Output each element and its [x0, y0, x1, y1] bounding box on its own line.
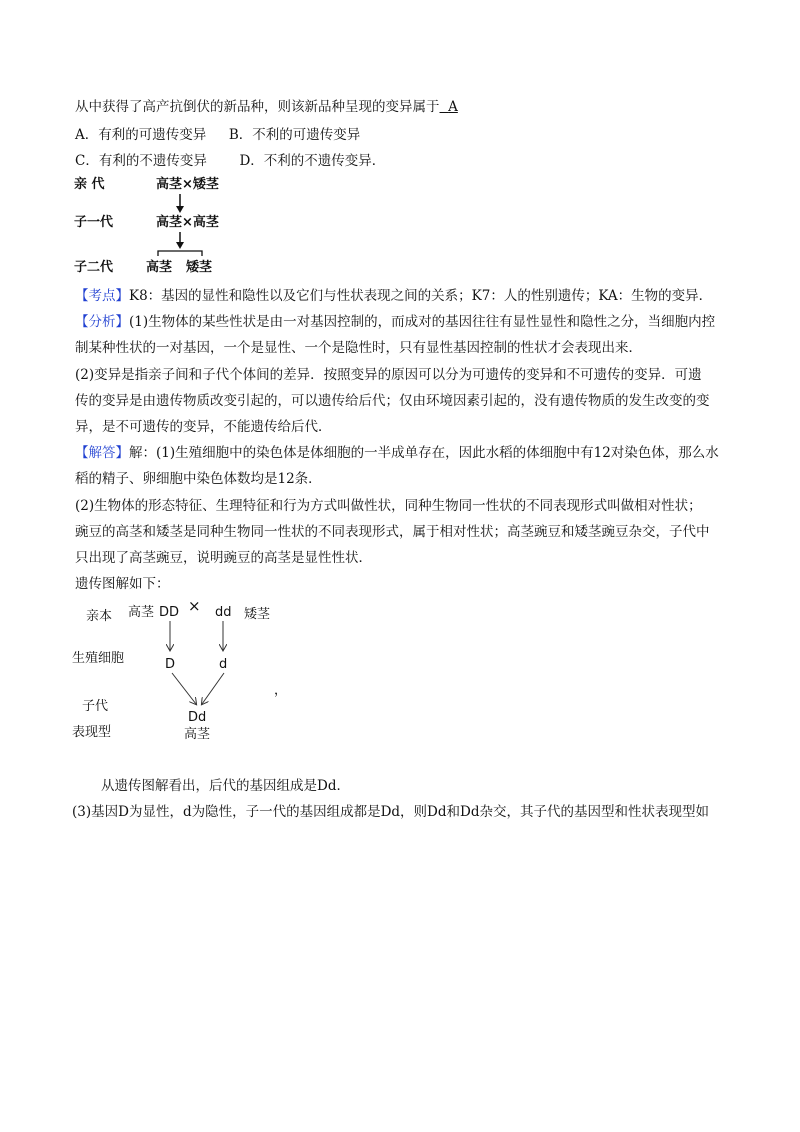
- label-gamete: 生殖细胞: [72, 651, 125, 666]
- d1-row3-label: 子二代: [74, 260, 114, 275]
- question-stem: 从中获得了高产抗倒伏的新品种，则该新品种呈现的变异属于: [75, 99, 440, 115]
- d1-row1-label: 亲 代: [74, 177, 105, 192]
- jieda-line-8: (3)基因D为显性，d为隐性，子一代的基因组成都是Dd，则Dd和Dd杂交，其子代的基因型和性状表现型如: [72, 804, 709, 820]
- option-a: A．有利的可遗传变异: [75, 127, 207, 143]
- options-row-2: [75, 152, 385, 170]
- fenxi-line-1: [75, 313, 715, 331]
- jieda-line-5: 只出现了高茎豌豆，说明豌豆的高茎是显性性状．: [75, 550, 372, 566]
- d1-row3-left: 高茎: [146, 260, 173, 275]
- side-mark: ，: [274, 683, 288, 698]
- answer-blank: [440, 99, 458, 115]
- d1-row2-cross: 高茎×高茎: [156, 215, 219, 230]
- arrow-D-to-Dd: [172, 673, 196, 704]
- fenxi-line-2: 制某种性状的一对基因，一个是显性、一个是隐性时，只有显性基因控制的性状才会表现出来．: [75, 340, 642, 356]
- option-d: D．不利的不遗传变异．: [239, 153, 386, 169]
- jieda-line-1: [75, 444, 719, 462]
- kaodian-paragraph: [75, 287, 712, 305]
- cross-symbol: ×: [188, 597, 201, 615]
- jieda-line-6: 遗传图解如下：: [75, 576, 170, 592]
- jieda-line-2: 稻的精子、卵细胞中染色体数均是12条．: [75, 471, 322, 487]
- kaodian-tag: 【考点】: [75, 288, 129, 304]
- d1-arrowhead-1: [176, 206, 184, 213]
- jieda-line-7: 从遗传图解看出，后代的基因组成是Dd．: [101, 778, 350, 794]
- fenxi-line-5: 异，是不可遗传的变异，不能遗传给后代．: [75, 419, 332, 435]
- jieda-line-4: 豌豆的高茎和矮茎是同种生物同一性状的不同表现形式，属于相对性状；高茎豌豆和矮茎豌豆杂交，子代中: [75, 524, 710, 540]
- d1-row2-label: 子一代: [74, 215, 114, 230]
- jieda-text-1: 解：(1)生殖细胞中的染色体是体细胞的一半成单存在，因此水稻的体细胞中有12对染色体，那么水: [129, 445, 719, 461]
- d1-bracket: [158, 251, 202, 256]
- parent-short-genotype: dd: [215, 605, 232, 620]
- fenxi-tag: 【分析】: [75, 314, 129, 330]
- d1-row3-right: 矮茎: [186, 260, 213, 275]
- label-phenotype: 表现型: [72, 725, 112, 740]
- label-parent: 亲本: [86, 609, 113, 624]
- cross-diagram-1: [70, 172, 220, 280]
- gamete-D: D: [165, 657, 176, 672]
- fenxi-text-1: (1)生物体的某些性状是由一对基因控制的，而成对的基因往往有显性显性和隐性之分，当细胞内控: [129, 314, 716, 330]
- fenxi-line-4: 传的变异是由遗传物质改变引起的，可以遗传给后代；仅由环境因素引起的，没有遗传物质的发生改变的变: [75, 393, 710, 409]
- question-stem-line: [75, 98, 458, 116]
- options-row-1: [75, 126, 360, 144]
- answer-value: A: [448, 99, 458, 115]
- parent-tall: 高茎: [128, 605, 155, 620]
- kaodian-text: K8：基因的显性和隐性以及它们与性状表现之间的关系；K7：人的性别遗传；KA：生物的变异．: [129, 288, 713, 304]
- parent-tall-genotype: DD: [159, 605, 180, 620]
- label-offspring: 子代: [82, 699, 109, 714]
- option-c: C．有利的不遗传变异: [75, 153, 207, 169]
- genetic-cross-diagram: [68, 596, 308, 756]
- d1-arrowhead-2: [176, 242, 184, 249]
- option-b: B．不利的可遗传变异: [228, 127, 361, 143]
- parent-short: 矮茎: [244, 607, 271, 622]
- fenxi-line-3: (2)变异是指亲子间和子代个体间的差异．按照变异的原因可以分为可遗传的变异和不可遗传的变异．可遗: [75, 367, 702, 383]
- gamete-d: d: [219, 657, 228, 672]
- arrow-d-to-Dd: [202, 673, 224, 704]
- jieda-tag: 【解答】: [75, 445, 129, 461]
- d1-row1-cross: 高茎×矮茎: [156, 177, 219, 192]
- offspring-genotype: Dd: [188, 710, 207, 725]
- offspring-phenotype: 高茎: [184, 727, 211, 742]
- jieda-line-3: (2)生物体的形态特征、生理特征和行为方式叫做性状，同种生物同一性状的不同表现形式叫做相对性状；: [75, 498, 702, 514]
